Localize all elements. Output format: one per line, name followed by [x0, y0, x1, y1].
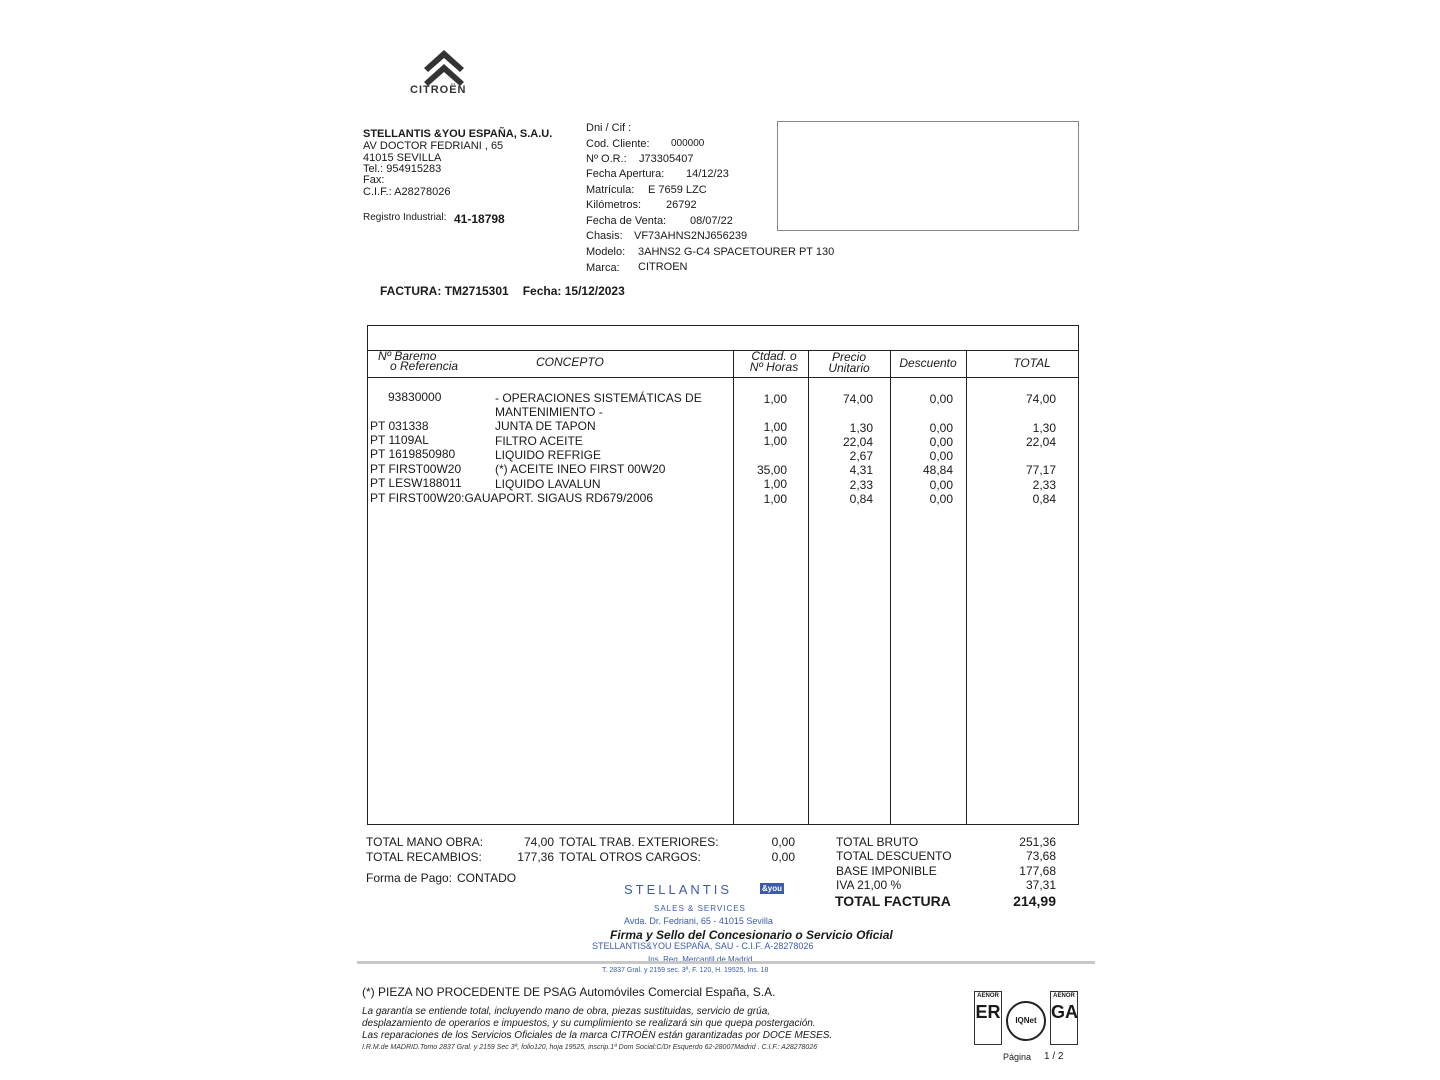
- row-descuento: 0,00: [929, 478, 953, 492]
- total-factura-label: TOTAL FACTURA: [835, 893, 951, 909]
- total-bruto-value: 251,36: [1019, 835, 1056, 849]
- row-concepto: UAPORT. SIGAUS RD679/2006: [481, 491, 653, 505]
- cert-title: AENOR: [1053, 993, 1075, 999]
- row-total: 0,84: [1032, 492, 1056, 506]
- row-concepto: - OPERACIONES SISTEMÁTICAS DE: [495, 391, 702, 405]
- row-price: 0,84: [849, 492, 873, 506]
- or-value: J73305407: [639, 153, 694, 165]
- row-qty: 1,00: [763, 434, 787, 448]
- row-concepto: (*) ACEITE INEO FIRST 00W20: [495, 462, 666, 476]
- forma-pago-value: CONTADO: [457, 871, 517, 885]
- cert-title: AENOR: [977, 993, 999, 999]
- company-address-line1: AV DOCTOR FEDRIANI , 65: [363, 140, 504, 152]
- row-qty: 1,00: [763, 392, 787, 406]
- row-ref: PT 031338: [370, 419, 429, 433]
- stamp-line4: T. 2837 Gral. y 2159 sec. 3ª, F. 120, H. 19525, Ins. 18: [602, 967, 769, 974]
- total-trab-ext-label: TOTAL TRAB. EXTERIORES:: [559, 835, 719, 849]
- company-tel: Tel.: 954915283: [363, 163, 442, 175]
- header-qty-line1: Ctdad. o: [751, 349, 797, 363]
- forma-pago-label: Forma de Pago:: [366, 871, 453, 885]
- aenor-er-certificate: [974, 991, 1002, 1045]
- header-price-line2: Unitario: [828, 361, 870, 375]
- iva-label: IVA 21,00 %: [836, 878, 902, 892]
- row-descuento: 0,00: [929, 449, 953, 463]
- row-total: 74,00: [1025, 392, 1056, 406]
- row-price: 4,31: [849, 463, 873, 477]
- modelo-value: 3AHNS2 G-C4 SPACETOURER PT 130: [638, 246, 835, 258]
- table-header-bottom-rule: [367, 377, 1079, 378]
- row-concepto: MANTENIMIENTO -: [495, 405, 603, 419]
- row-price: 2,33: [849, 478, 873, 492]
- row-ref: [370, 491, 653, 505]
- registro-value: 41-18798: [454, 212, 505, 226]
- cert-mark: GA: [1051, 1002, 1078, 1022]
- legal-line2: desplazamiento de operarios e impuestos, y su cumplimiento se realizará sin que quepa postergación.: [362, 1018, 816, 1029]
- column-divider: [733, 350, 734, 825]
- cliente-label: Cod. Cliente:: [586, 138, 650, 150]
- row-descuento: 48,84: [922, 463, 953, 477]
- row-descuento: 0,00: [929, 492, 953, 506]
- modelo-label: Modelo:: [586, 246, 626, 258]
- row-ref: PT LESW188011: [370, 476, 462, 490]
- row-price: 2,67: [849, 449, 873, 463]
- invoice-number: FACTURA: TM2715301: [380, 284, 509, 298]
- aenor-ga-certificate: [1050, 991, 1078, 1045]
- row-ref: 93830000: [388, 390, 442, 404]
- marca-label: Marca:: [586, 262, 620, 274]
- total-factura-value: 214,99: [1013, 893, 1056, 909]
- total-recambios-label: TOTAL RECAMBIOS:: [366, 850, 482, 864]
- row-ref-text: PT FIRST00W20:GA: [370, 491, 482, 505]
- km-value: 26792: [666, 199, 697, 211]
- iqnet-certificate: IQNet: [1006, 1001, 1046, 1041]
- registro-mercantil: I.R.M.de MADRID.Tomo 2837 Gral. y 2159 Sec 3ª, folio120, hoja 19525, inscrip.1ª Dom Social:C/Dr Esquerdo 62-28007Madrid . C.I.F.: A28278026: [362, 1044, 818, 1051]
- pieza-note: (*) PIEZA NO PROCEDENTE DE PSAG Automóviles Comercial España, S.A.: [362, 985, 776, 999]
- header-qty-line2: Nº Horas: [749, 360, 799, 374]
- venta-label: Fecha de Venta:: [586, 215, 667, 227]
- total-otros-label: TOTAL OTROS CARGOS:: [559, 850, 701, 864]
- total-descuento-label: TOTAL DESCUENTO: [836, 849, 952, 863]
- row-concepto: JUNTA DE TAPON: [495, 419, 596, 433]
- marca-value: CITROEN: [638, 261, 688, 273]
- row-descuento: 0,00: [929, 421, 953, 435]
- row-total: 2,33: [1032, 478, 1056, 492]
- legal-line3: Las reparaciones de los Servicios Oficiales de la marca CITROËN están garantizadas por DOCE MESES.: [362, 1030, 833, 1041]
- stamp-line3: Ins. Reg. Mercantil de Madrid: [648, 955, 753, 964]
- row-price: 22,04: [842, 435, 873, 449]
- km-label: Kilómetros:: [586, 199, 642, 211]
- row-qty: 1,00: [763, 420, 787, 434]
- column-divider: [890, 350, 891, 825]
- client-address-box: [777, 121, 1079, 231]
- row-ref: PT FIRST00W20: [370, 462, 462, 476]
- invoice-date: Fecha: 15/12/2023: [522, 284, 625, 298]
- stamp-line2: STELLANTIS&YOU ESPAÑA, SAU - C.I.F. A-28278026: [592, 941, 814, 951]
- stamp-sales-services: SALES & SERVICES: [654, 904, 746, 913]
- iva-value: 37,31: [1025, 878, 1056, 892]
- cert-mark: ER: [975, 1002, 1001, 1022]
- base-imponible-label: BASE IMPONIBLE: [836, 864, 937, 878]
- page-number: 1 / 2: [1044, 1051, 1064, 1062]
- row-concepto: LIQUIDO REFRIGE: [495, 448, 602, 462]
- row-qty: 1,00: [763, 477, 787, 491]
- column-divider: [966, 350, 967, 825]
- row-descuento: 0,00: [929, 392, 953, 406]
- header-ref-line2: o Referencia: [390, 359, 459, 373]
- company-name: STELLANTIS &YOU ESPAÑA, S.A.U.: [363, 128, 553, 140]
- chasis-value: VF73AHNS2NJ656239: [634, 230, 748, 242]
- row-descuento: 0,00: [929, 435, 953, 449]
- header-total: TOTAL: [1013, 356, 1051, 370]
- row-qty: 1,00: [763, 492, 787, 506]
- venta-value: 08/07/22: [690, 215, 733, 227]
- stamp-logo: STELLANTIS: [624, 882, 733, 897]
- row-ref: PT 1619850980: [370, 447, 456, 461]
- column-divider: [808, 350, 809, 825]
- footer-divider: [357, 961, 1095, 964]
- header-concepto: CONCEPTO: [536, 355, 604, 369]
- dni-label: Dni / Cif :: [586, 122, 632, 134]
- header-descuento: Descuento: [899, 356, 957, 370]
- row-total: 22,04: [1025, 435, 1056, 449]
- company-fax: Fax:: [363, 174, 385, 186]
- firma-sello-caption: Firma y Sello del Concesionario o Servicio Oficial: [610, 928, 893, 942]
- company-address-line2: 41015 SEVILLA: [363, 152, 442, 164]
- row-price: 1,30: [849, 421, 873, 435]
- row-ref: PT 1109AL: [370, 433, 429, 447]
- matricula-value: E 7659 LZC: [648, 184, 707, 196]
- row-total: 1,30: [1032, 421, 1056, 435]
- row-qty: 35,00: [756, 463, 787, 477]
- pagina-label: Página: [1003, 1052, 1032, 1062]
- total-trab-ext-value: 0,00: [771, 835, 795, 849]
- total-otros-value: 0,00: [771, 850, 795, 864]
- stamp-you-tag: &you: [762, 884, 782, 893]
- row-price: 74,00: [842, 392, 873, 406]
- legal-line1: La garantía se entiende total, incluyendo mano de obra, piezas sustituidas, servicio de grúa,: [362, 1006, 771, 1017]
- invoice-header: [380, 284, 625, 298]
- row-concepto: LIQUIDO LAVALUN: [495, 477, 601, 491]
- company-cif: C.I.F.: A28278026: [363, 186, 451, 198]
- or-label: Nº O.R.:: [586, 153, 627, 165]
- registro-label: Registro Industrial:: [363, 212, 447, 223]
- row-concepto: FILTRO ACEITE: [495, 434, 583, 448]
- chasis-label: Chasis:: [586, 230, 623, 242]
- row-total: 77,17: [1025, 463, 1056, 477]
- total-bruto-label: TOTAL BRUTO: [836, 835, 919, 849]
- header-ref-line1: Nº Baremo: [378, 349, 437, 363]
- apertura-value: 14/12/23: [686, 168, 729, 180]
- header-price-line1: Precio: [831, 350, 866, 364]
- brand-name: CITROËN: [410, 84, 467, 96]
- total-mano-obra-value: 74,00: [523, 835, 554, 849]
- total-descuento-value: 73,68: [1025, 849, 1056, 863]
- table-header-top-rule: [367, 350, 1079, 351]
- cliente-value: 000000: [671, 138, 705, 149]
- stamp-line1: Avda. Dr. Fedriani, 65 - 41015 Sevilla: [624, 916, 773, 926]
- total-recambios-value: 177,36: [517, 850, 554, 864]
- base-imponible-value: 177,68: [1019, 864, 1056, 878]
- apertura-label: Fecha Apertura:: [586, 168, 665, 180]
- total-mano-obra-label: TOTAL MANO OBRA:: [366, 835, 484, 849]
- matricula-label: Matrícula:: [586, 184, 635, 196]
